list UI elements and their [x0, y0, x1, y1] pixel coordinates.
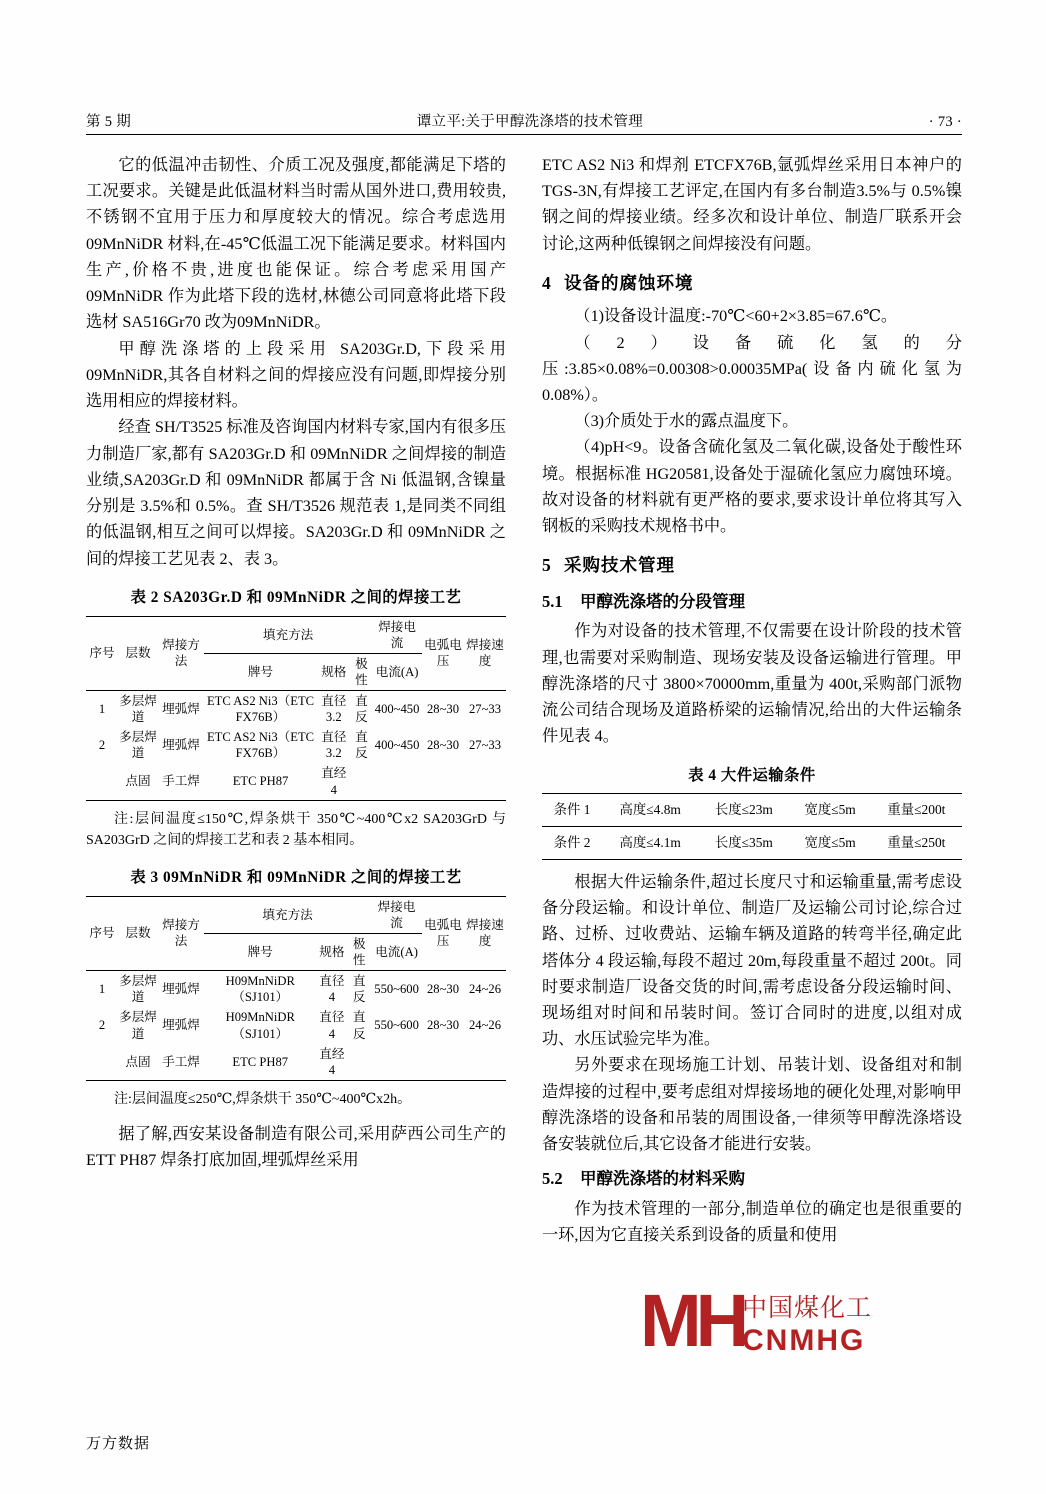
cell-width: 宽度≤5m: [804, 835, 856, 851]
watermark-english-text: CNMHG: [742, 1324, 866, 1357]
cell-polarity: 直反: [355, 693, 368, 725]
cell-width: 宽度≤5m: [804, 802, 856, 818]
paragraph: （4)pH<9。设备含硫化氢及二氧化碳,设备处于酸性环境。根据标准 HG20581,设备处于湿硫化氢应力腐蚀环境。故对设备的材料就有更严格的要求,要求设计单位将其写入钢板的采购技术规格书中。: [542, 438, 962, 536]
cell-no: 2: [98, 1018, 106, 1033]
paragraph: 它的低温冲击韧性、介质工况及强度,都能满足下塔的工况要求。关键是此低温材料当时需从国外进口,费用较贵,不锈钢不宜用于压力和厚度较大的情况。综合考虑选用 09MnNiDR 材料,在-45℃低温工况下能满足要求。材料国内生产,价格不贵,进度也能保证。综合考虑采用国产 09MnNiDR 作为此塔下段的选材,林德公司同意将此塔下段选材 SA516Gr70 改为09MnNiDR。: [86, 156, 506, 332]
cell-condition: 条件 2: [553, 835, 591, 851]
cell-polarity: [351, 763, 373, 800]
subsection-number: 5.1: [542, 591, 563, 611]
section-heading-4: [542, 269, 962, 297]
subsection-title: 甲醇洗涤塔的材料采购: [580, 1169, 745, 1189]
cell-brand: ETC PH87: [232, 774, 289, 789]
table3-note: 注:层间温度≤250℃,焊条烘干 350℃~400℃x2h。: [114, 1091, 412, 1107]
article-title: 谭立平:关于甲醇洗涤塔的技术管理: [416, 114, 644, 130]
cell-spec: 直径 4: [319, 1010, 345, 1041]
cell-condition: 条件 1: [553, 802, 591, 818]
paragraph: 另外要求在现场施工计划、吊装计划、设备组对和制造焊接的过程中,要考虑组对焊接场地的硬化处理,对影响甲醇洗涤塔的设备和吊装的周围设备,一律须等甲醇洗涤塔设备安装就位后,其它设备才能进行安装。: [542, 1056, 962, 1154]
th-layer: 层数: [125, 926, 151, 941]
paragraph: 根据大件运输条件,超过长度尺寸和运输重量,需考虑设备分段运输。和设计单位、制造厂及运输公司讨论,综合过路、过桥、过收费站、运输车辆及道路的转弯半径,确定此塔体分 4 段运输,每段不超过 20m,每段重量不超过 200t。同时要求制造厂设备交货的时间,需考虑设备分段运输时间、现场组对时间和吊装时间。签订合同时的进度,以组对成功、水压试验完毕为准。: [542, 872, 962, 1049]
th-spec: 规格: [319, 945, 345, 960]
cell-no: 1: [98, 702, 106, 716]
right-column: [542, 152, 962, 1249]
cell-height: 高度≤4.8m: [619, 802, 681, 818]
cell-current: 400~450: [374, 702, 420, 716]
header-rule: [86, 134, 962, 135]
th-speed: 焊接速度: [466, 638, 504, 669]
cell-current: [371, 1044, 422, 1081]
paragraph: 作为技术管理的一部分,制造单位的确定也是很重要的一环,因为它直接关系到设备的质量和使用: [542, 1200, 962, 1245]
cell-voltage: 28~30: [426, 1018, 459, 1033]
subsection-number: 5.2: [542, 1169, 563, 1189]
table2-note: 注:层间温度≤150℃,焊条烘干 350℃~400℃x2 SA203GrD 与 SA203GrD 之间的焊接工艺和表 2 基本相同。: [86, 811, 506, 849]
cell-speed: 27~33: [468, 702, 501, 716]
section-title: 采购技术管理: [564, 555, 675, 576]
cell-layer: 多层焊道: [119, 730, 157, 761]
cell-current: [372, 763, 422, 800]
table-welding-3: [86, 896, 506, 1081]
paragraph: （1)设备设计温度:-70℃<60+2×3.85=67.6℃。: [574, 307, 898, 326]
cell-length: 长度≤35m: [714, 835, 773, 851]
cell-no: [86, 763, 118, 800]
cell-speed: 24~26: [468, 1018, 501, 1033]
cell-method: 埋弧焊: [162, 702, 200, 716]
table-row: [86, 1044, 506, 1081]
th-filler: 填充方法: [204, 616, 372, 653]
left-column: [86, 152, 506, 1173]
th-no: 序号: [89, 926, 115, 941]
cell-weight: 重量≤250t: [887, 835, 946, 851]
paragraph: 甲醇洗涤塔的上段采用 SA203Gr.D,下段采用 09MnNiDR,其各自材料之间的焊接应没有问题,即焊接分别选用相应的焊接材料。: [86, 339, 506, 411]
cell-method: 手工焊: [162, 1054, 200, 1069]
running-head: [86, 110, 962, 131]
cell-polarity: [347, 1044, 371, 1081]
th-voltage: 电弧电压: [424, 918, 462, 949]
cell-method: 埋弧焊: [162, 982, 200, 997]
th-brand: 牌号: [247, 664, 274, 679]
table-row: [542, 827, 962, 860]
cell-method: 埋弧焊: [162, 1018, 200, 1033]
cell-voltage: 28~30: [426, 702, 459, 716]
th-polarity: 极性: [352, 936, 366, 968]
section-title: 设备的腐蚀环境: [564, 272, 694, 293]
th-current: 焊接电流: [371, 896, 422, 933]
table-row: [542, 794, 962, 827]
section-number: 5: [542, 555, 552, 576]
cell-spec: 直经 4: [321, 766, 347, 797]
cell-voltage: 28~30: [426, 738, 459, 753]
table3-caption: 表 3 09MnNiDR 和 09MnNiDR 之间的焊接工艺: [130, 868, 462, 886]
table-row: [86, 727, 506, 763]
cell-polarity: 直反: [352, 974, 366, 1005]
cell-no: 2: [98, 738, 106, 753]
table-row: [86, 763, 506, 800]
th-spec: 规格: [321, 664, 347, 679]
subsection-heading-5-2: [542, 1166, 962, 1193]
table-row: [86, 1007, 506, 1043]
footer-source: 万方数据: [86, 1436, 151, 1452]
th-amps: 电流(A): [375, 664, 419, 679]
paragraph: 作为对设备的技术管理,不仅需要在设计阶段的技术管理,也需要对采购制造、现场安装及设备运输进行管理。甲醇洗涤塔的尺寸 3800×70000mm,重量为 400t,采购部门派物流公司结合现场及道路桥梁的运输情况,给出的大件运输条件见表 4。: [542, 622, 962, 746]
cell-polarity: 直反: [355, 730, 368, 761]
cell-polarity: 直反: [352, 1010, 366, 1041]
paragraph: ETC AS2 Ni3 和焊剂 ETCFX76B,氩弧焊丝采用日本神户的 TGS-3N,有焊接工艺评定,在国内有多台制造3.5%与 0.5%镍钢之间的焊接业绩。经多次和设计单位、制造厂联系开会讨论,这两种低镍钢之间焊接没有问题。: [542, 156, 962, 253]
subsection-title: 甲醇洗涤塔的分段管理: [580, 591, 745, 611]
th-polarity: 极性: [355, 656, 368, 687]
section-number: 4: [542, 272, 552, 293]
cell-brand: H09MnNiDR（SJ101）: [225, 974, 295, 1005]
cell-layer: 点固: [125, 774, 151, 789]
cell-layer: 点固: [125, 1054, 151, 1069]
cell-spec: 直经 4: [319, 1046, 345, 1077]
th-voltage: 电弧电压: [424, 638, 462, 669]
cell-brand: ETC AS2 Ni3（ETC FX76B）: [206, 730, 315, 761]
cell-brand: H09MnNiDR（SJ101）: [225, 1010, 295, 1041]
page-number: · 73 ·: [928, 114, 962, 130]
cell-voltage: 28~30: [426, 982, 459, 997]
paragraph: 据了解,西安某设备制造有限公司,采用萨西公司生产的 ETT PH87 焊条打底加固,埋弧焊丝采用: [86, 1124, 506, 1169]
cell-no: 1: [98, 982, 106, 997]
cell-brand: ETC AS2 Ni3（ETC FX76B）: [206, 693, 315, 725]
th-no: 序号: [89, 646, 115, 661]
table-row: [86, 971, 506, 1008]
cell-voltage: [422, 763, 464, 800]
cell-method: 手工焊: [162, 774, 200, 789]
th-method: 焊接方法: [162, 638, 200, 669]
cell-length: 长度≤23m: [714, 802, 773, 818]
cell-layer: 多层焊道: [119, 1010, 157, 1041]
watermark: [640, 1279, 900, 1374]
table-row: [86, 690, 506, 727]
th-speed: 焊接速度: [466, 918, 504, 949]
cell-spec: 直径 4: [319, 974, 345, 1005]
table-welding-2: [86, 616, 506, 801]
cell-speed: [464, 1044, 506, 1081]
cell-current: 550~600: [374, 1018, 419, 1033]
cell-layer: 多层焊道: [119, 974, 157, 1005]
th-method: 焊接方法: [162, 918, 200, 949]
section-heading-5: [542, 551, 962, 579]
cell-height: 高度≤4.1m: [619, 835, 681, 851]
th-layer: 层数: [125, 646, 151, 661]
cell-speed: 27~33: [468, 738, 501, 753]
th-amps: 电流(A): [375, 945, 418, 960]
cell-speed: [464, 763, 506, 800]
th-current: 焊接电流: [372, 616, 422, 653]
paragraph: 经查 SH/T3525 标准及咨询国内材料专家,国内有很多压力制造厂家,都有 SA203Gr.D 和 09MnNiDR 之间焊接的制造业绩,SA203Gr.D 和 09MnNiDR 都属于含 Ni 低温钢,含镍量分别是 3.5%和 0.5%。查 SH/T3526 规范表 1,是同类不同组的低温钢,相互之间可以焊接。SA203Gr.D 和 09MnNiDR 之间的焊接工艺见表 2、表 3。: [86, 418, 506, 568]
watermark-logo: MH: [640, 1279, 744, 1362]
cell-voltage: [422, 1044, 464, 1081]
paragraph: （3)介质处于水的露点温度下。: [574, 412, 799, 431]
cell-current: 550~600: [374, 982, 419, 997]
cell-current: 400~450: [374, 738, 420, 753]
cell-method: 埋弧焊: [162, 738, 200, 753]
th-brand: 牌号: [247, 945, 273, 960]
cell-spec: 直径 3.2: [321, 693, 347, 725]
cell-brand: ETC PH87: [232, 1054, 289, 1069]
cell-weight: 重量≤200t: [887, 802, 946, 818]
paragraph: （2）设备硫化氢的分压:3.85×0.08%=0.00308>0.00035MPa(设备内硫化氢为 0.08%）。: [542, 333, 962, 404]
table2-caption: 表 2 SA203Gr.D 和 09MnNiDR 之间的焊接工艺: [130, 588, 462, 606]
issue-number: 第 5 期: [86, 114, 131, 130]
th-filler: 填充方法: [204, 896, 371, 933]
subsection-heading-5-1: [542, 589, 962, 616]
table-transport-conditions: [542, 793, 962, 859]
cell-layer: 多层焊道: [119, 693, 157, 725]
cell-speed: 24~26: [468, 982, 501, 997]
watermark-chinese-text: 中国煤化工: [742, 1295, 873, 1322]
cell-spec: 直径 3.2: [321, 730, 347, 761]
cell-no: [86, 1044, 118, 1081]
table4-caption: 表 4 大件运输条件: [688, 766, 816, 784]
